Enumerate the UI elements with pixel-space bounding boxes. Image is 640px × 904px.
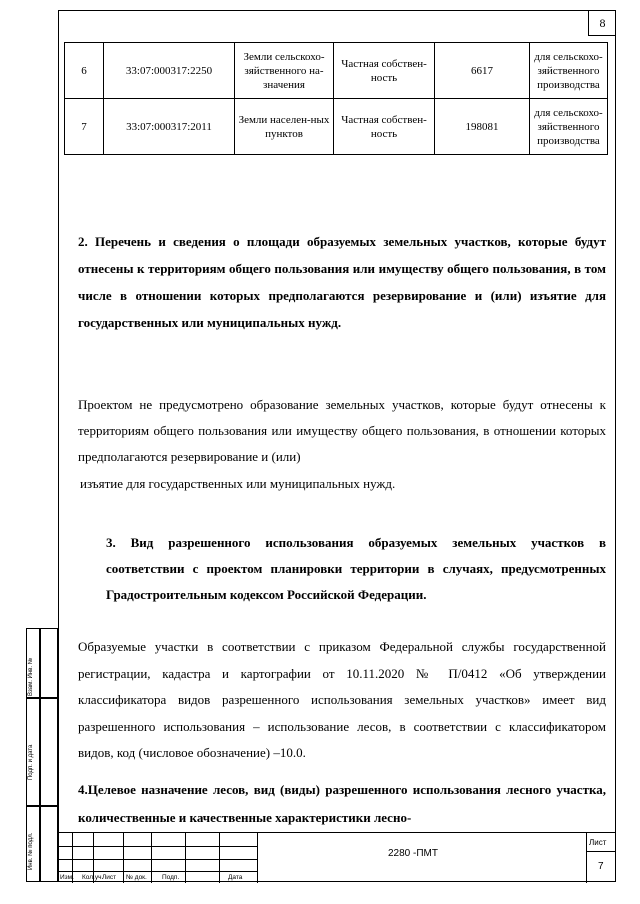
stamp-col-data: Дата [228, 874, 243, 881]
section-2-paragraph-end: изъятие для государственных или муниципальных нужд. [80, 476, 396, 491]
table-cell: 6617 [435, 43, 530, 99]
stamp-col-kol: Кол.уч. [82, 874, 104, 881]
side-field-inv [40, 806, 58, 882]
section-4-heading: 4.Целевое назначение лесов, вид (виды) разрешенного использования лесного участка, количественные и качественные характеристики лесно- [78, 782, 606, 825]
table-cell: Земли населен-ных пунктов [235, 99, 334, 155]
table-cell: 33:07:000317:2011 [104, 99, 235, 155]
table-cell: 6 [65, 43, 104, 99]
title-block [58, 832, 616, 883]
section-2-heading: 2. Перечень и сведения о площади образуемых земельных участков, которые будут отнесены к территориям общего пользования или имуществу общего пользования, в том числе в отношении которых предполагаются резервирование и (или) изъятие для государственных или муниципальных нужд. [78, 234, 606, 330]
side-label-inv: Инв. № подл. [28, 832, 34, 870]
side-label-vzam: Взам. Инв. № [28, 657, 34, 696]
table-row [65, 99, 608, 155]
table-cell: 198081 [435, 99, 530, 155]
side-field-podp [40, 698, 58, 806]
table-cell: для сельскохо-зяйственного производства [530, 43, 608, 99]
stamp-col-list: Лист [102, 874, 117, 881]
stamp-col-podp: Подп. [162, 874, 180, 881]
section-3-paragraph: Образуемые участки в соответствии с приказом Федеральной службы государственной регистрации, кадастра и картографии от 10.11.2020 № П/0412 «Об утверждении классификатора видов разрешенного использования земельных участков» имеет вид разрешенного использования – использование лесов, в соответствии с классификатором видов, код (числовое обозначение) –10.0. [78, 639, 606, 760]
stamp-col-izm: Изм. [60, 874, 74, 881]
sheet-number: 7 [598, 861, 604, 872]
land-table [64, 42, 608, 155]
table-cell: 33:07:000317:2250 [104, 43, 235, 99]
stamp-col-doc: № док. [126, 874, 147, 881]
side-label-podp: Подп. и дата [28, 744, 34, 780]
section-3-heading: 3. Вид разрешенного использования образуемых земельных участков в соответствии с проектом планировки территории в случаях, предусмотренных Градостроительным кодексом Российской Федерации. [106, 535, 606, 602]
document-code: 2280 -ПМТ [388, 848, 438, 859]
table-cell: Земли сельскохо-зяйственного на-значения [235, 43, 334, 99]
table-row [65, 43, 608, 99]
table-cell: Частная собствен-ность [334, 43, 435, 99]
table-cell: для сельскохо-зяйственного производства [530, 99, 608, 155]
table-cell: 7 [65, 99, 104, 155]
side-field-vzam [40, 628, 58, 698]
page-number-top: 8 [588, 10, 616, 36]
table-cell: Частная собствен-ность [334, 99, 435, 155]
sheet-label: Лист [589, 838, 607, 847]
section-2-paragraph: Проектом не предусмотрено образование земельных участков, которые будут отнесены к территориям общего пользования или имуществу общего пользования, в отношении которых предполагаются резервирование и (или) [78, 397, 606, 464]
